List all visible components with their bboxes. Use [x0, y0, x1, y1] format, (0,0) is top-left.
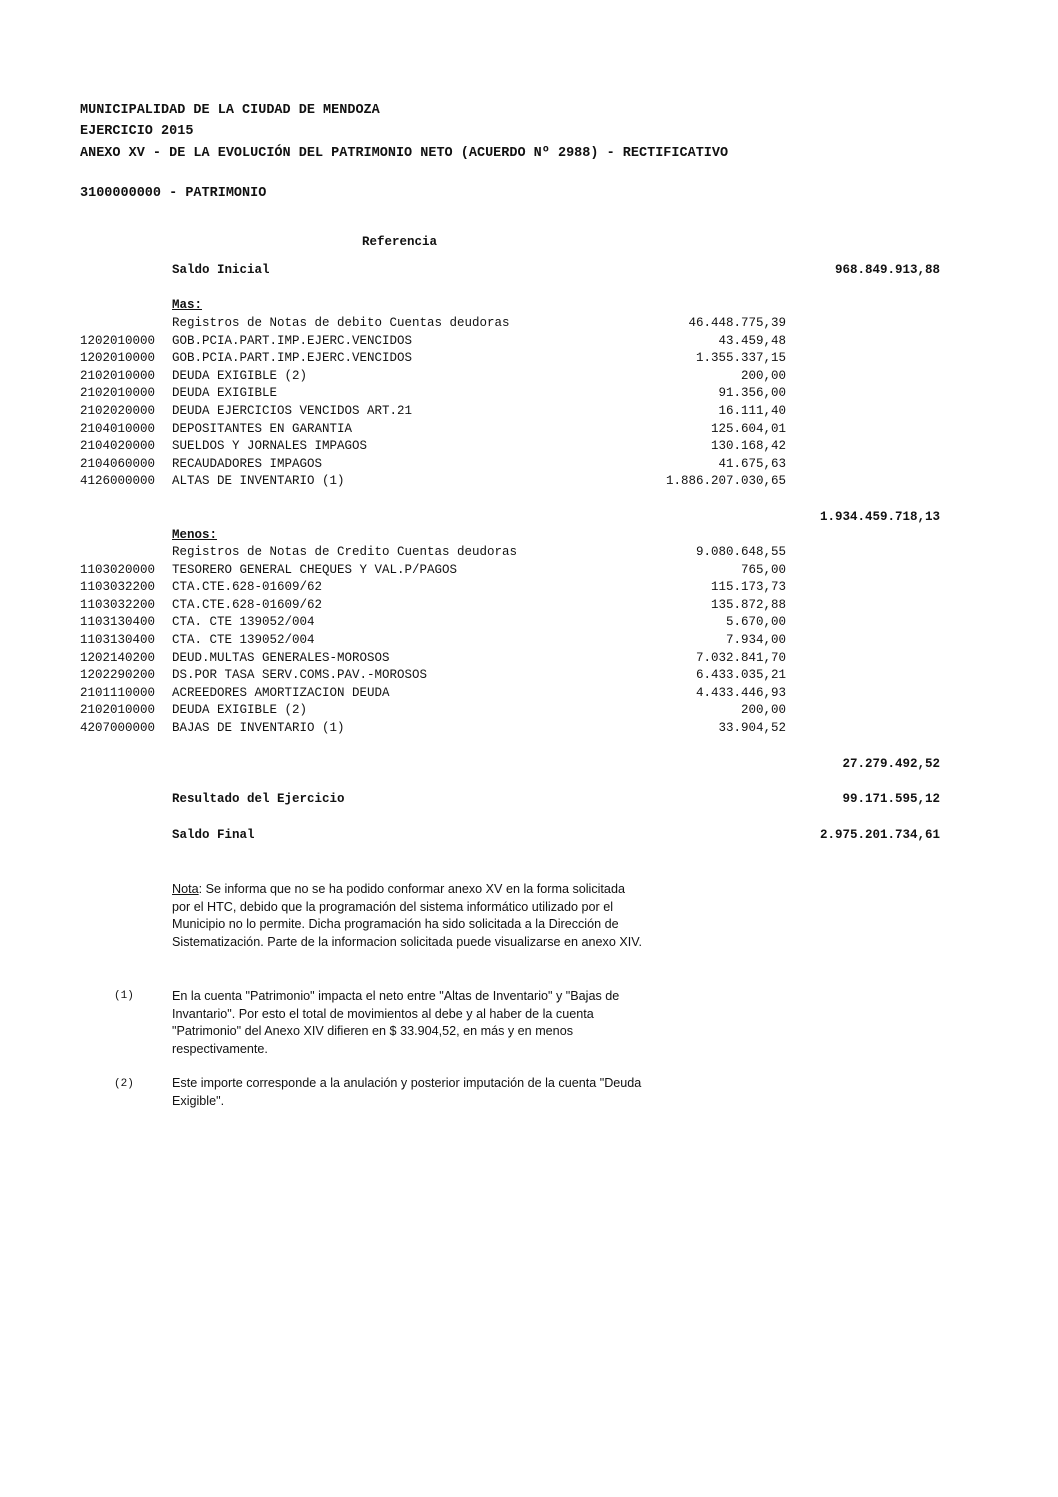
row-description: Registros de Notas de debito Cuentas deudoras: [172, 316, 510, 330]
row-account-code: 2102010000: [80, 703, 156, 718]
row-account-code: 2104020000: [80, 439, 156, 454]
saldo-final-value: 2.975.201.734,61: [819, 828, 940, 842]
row-description: CTA. CTE 139052/004: [172, 615, 315, 630]
row-account-code: 1103032200: [80, 597, 156, 612]
row-description: GOB.PCIA.PART.IMP.EJERC.VENCIDOS: [172, 351, 413, 366]
row-account-code: 1103020000: [80, 562, 156, 577]
footnote-2-marker: (2): [114, 1078, 134, 1090]
row-amount: 9.080.648,55: [695, 545, 786, 559]
row-account-code: 2104060000: [80, 456, 156, 471]
menos-label: Menos:: [172, 528, 218, 542]
nota-paragraph: [172, 881, 642, 951]
row-amount: 135.872,88: [710, 597, 786, 612]
row-amount: 1.886.207.030,65: [665, 474, 786, 489]
row-account-code: 1202290200: [80, 668, 156, 683]
row-amount: 16.111,40: [718, 404, 786, 418]
row-description: DEUDA EXIGIBLE (2): [172, 368, 308, 383]
saldo-inicial-value: 968.849.913,88: [834, 263, 940, 277]
row-description: DEUDA EXIGIBLE (2): [172, 703, 308, 718]
row-amount: 130.168,42: [710, 439, 786, 454]
row-description: DEPOSITANTES EN GARANTIA: [172, 421, 353, 436]
row-account-code: 4207000000: [80, 721, 156, 735]
nota-label: Nota: [172, 882, 199, 896]
row-description: BAJAS DE INVENTARIO (1): [172, 721, 345, 735]
header-line-2: EJERCICIO 2015: [80, 124, 194, 139]
row-account-code: 2104010000: [80, 421, 156, 436]
row-account-code: 1202140200: [80, 650, 156, 665]
row-amount: 125.604,01: [710, 421, 786, 436]
menos-total: 27.279.492,52: [842, 757, 940, 771]
resultado-value: 99.171.595,12: [842, 792, 940, 806]
row-amount: 765,00: [740, 562, 786, 577]
row-amount: 200,00: [740, 368, 786, 383]
row-account-code: 2102010000: [80, 386, 156, 401]
row-amount: 7.934,00: [725, 633, 786, 647]
row-amount: 200,00: [740, 703, 786, 718]
nota-text: : Se informa que no se ha podido conformar anexo XV en la forma solicitada por el HTC, debido que la programación del sistema informático utilizado por el Municipio no lo permite. Dicha programación ha sido solicitada a la Dirección de Sistematización. Parte de la informacion solicitada puede visualizarse en anexo XIV.: [172, 882, 642, 949]
row-amount: 1.355.337,15: [695, 351, 786, 366]
row-description: TESORERO GENERAL CHEQUES Y VAL.P/PAGOS: [172, 562, 458, 577]
row-amount: 46.448.775,39: [688, 316, 786, 330]
row-description: ALTAS DE INVENTARIO (1): [172, 474, 345, 489]
row-account-code: 1103130400: [80, 633, 156, 647]
row-description: GOB.PCIA.PART.IMP.EJERC.VENCIDOS: [172, 333, 413, 348]
row-description: CTA.CTE.628-01609/62: [172, 580, 323, 595]
row-account-code: 1103130400: [80, 615, 156, 630]
account-title: 3100000000 - PATRIMONIO: [80, 186, 267, 201]
row-amount: 43.459,48: [718, 333, 786, 348]
resultado-label: Resultado del Ejercicio: [172, 792, 345, 806]
row-account-code: 1103032200: [80, 580, 156, 595]
row-amount: 4.433.446,93: [695, 685, 786, 700]
row-description: DEUD.MULTAS GENERALES-MOROSOS: [172, 650, 390, 665]
row-account-code: 4126000000: [80, 474, 156, 489]
row-account-code: 2102010000: [80, 368, 156, 383]
header-line-3: ANEXO XV - DE LA EVOLUCIÓN DEL PATRIMONIO NETO (ACUERDO Nº 2988) - RECTIFICATIVO: [80, 146, 729, 161]
row-amount: 115.173,73: [710, 580, 786, 595]
mas-total: 1.934.459.718,13: [819, 510, 940, 524]
footnote-2-text: Este importe corresponde a la anulación y posterior imputación de la cuenta "Deuda Exigible".: [172, 1076, 642, 1108]
row-description: DS.POR TASA SERV.COMS.PAV.-MOROSOS: [172, 668, 428, 683]
row-description: ACREEDORES AMORTIZACION DEUDA: [172, 685, 390, 700]
header-line-1: MUNICIPALIDAD DE LA CIUDAD DE MENDOZA: [80, 103, 380, 118]
row-account-code: 2102020000: [80, 404, 156, 418]
row-description: RECAUDADORES IMPAGOS: [172, 456, 323, 471]
row-description: DEUDA EXIGIBLE: [172, 386, 278, 401]
row-amount: 33.904,52: [718, 721, 786, 735]
mas-label: Mas:: [172, 298, 203, 312]
row-account-code: 2101110000: [80, 685, 156, 700]
row-amount: 5.670,00: [725, 615, 786, 630]
row-amount: 91.356,00: [718, 386, 786, 401]
row-description: CTA. CTE 139052/004: [172, 633, 315, 647]
row-amount: 7.032.841,70: [695, 650, 786, 665]
row-description: DEUDA EJERCICIOS VENCIDOS ART.21: [172, 404, 413, 418]
saldo-inicial-label: Saldo Inicial: [172, 263, 270, 277]
footnote-1-marker: (1): [114, 990, 134, 1002]
row-amount: 6.433.035,21: [695, 668, 786, 683]
footnote-1-text: En la cuenta "Patrimonio" impacta el neto entre "Altas de Inventario" y "Bajas de Invantario". Por esto el total de movimientos al debe y al haber de la cuenta "Patrimonio" del Anexo XIV difieren en $ 33.904,52, en más y en menos respectivamente.: [172, 989, 620, 1056]
row-description: CTA.CTE.628-01609/62: [172, 597, 323, 612]
referencia-label: Referencia: [362, 235, 438, 249]
saldo-final-label: Saldo Final: [172, 828, 255, 842]
row-account-code: 1202010000: [80, 333, 156, 348]
row-description: SUELDOS Y JORNALES IMPAGOS: [172, 439, 368, 454]
row-description: Registros de Notas de Credito Cuentas deudoras: [172, 545, 518, 559]
row-amount: 41.675,63: [718, 456, 786, 471]
row-account-code: 1202010000: [80, 351, 156, 366]
